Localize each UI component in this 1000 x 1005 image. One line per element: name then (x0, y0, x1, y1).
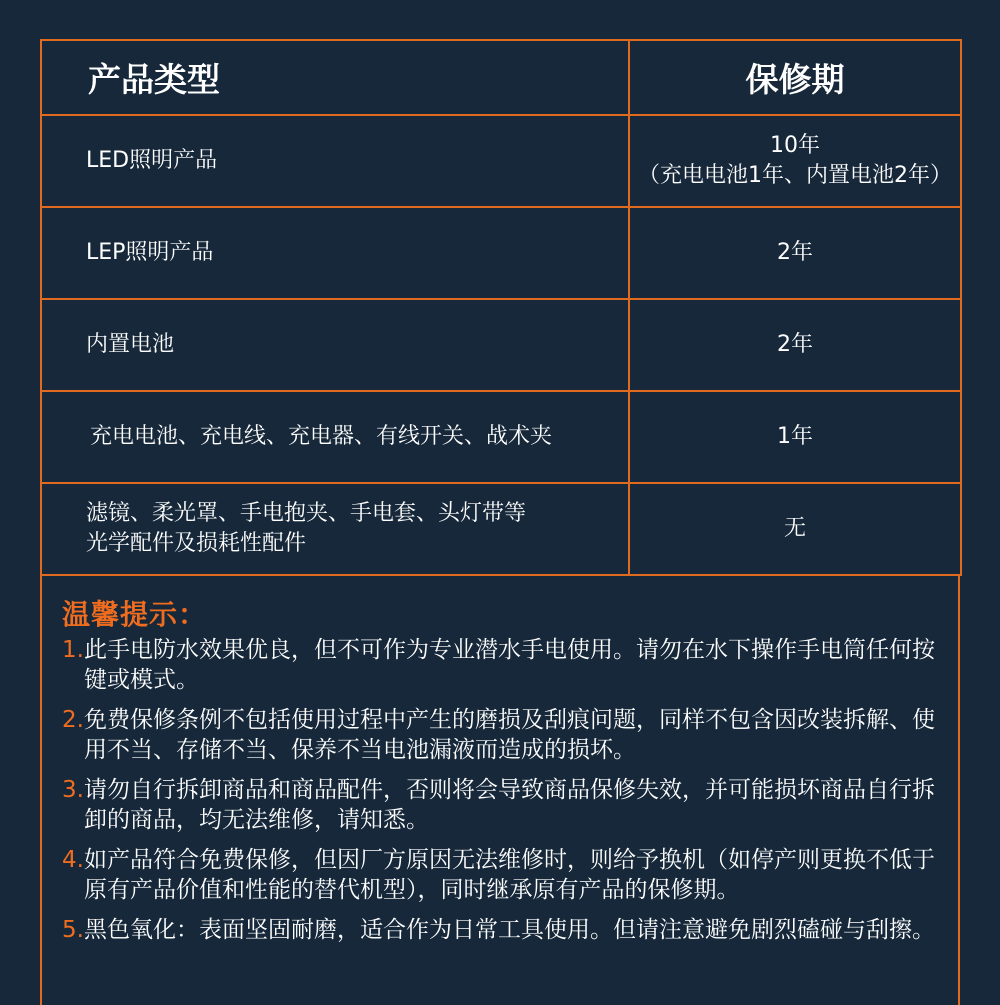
tip-item (62, 775, 942, 835)
product-name: LED照明产品 (41, 115, 629, 207)
table-row (41, 391, 961, 483)
tip-number: 2. (62, 707, 84, 733)
product-name: 内置电池 (41, 299, 629, 391)
tip-text: 黑色氧化：表面坚固耐磨，适合作为日常工具使用。但请注意避免剧烈磕碰与刮擦。 (84, 917, 935, 943)
product-name (41, 483, 629, 575)
tips-section (40, 575, 960, 1005)
tip-item (62, 845, 942, 905)
table-row (41, 207, 961, 299)
warranty-period: 2年 (629, 299, 961, 391)
tip-item (62, 705, 942, 765)
tip-number: 5. (62, 917, 84, 943)
product-name-line1: 滤镜、柔光罩、手电抱夹、手电套、头灯带等 (86, 501, 527, 526)
tip-text: 此手电防水效果优良，但不可作为专业潜水手电使用。请勿在水下操作手电筒任何按键或模式。 (84, 637, 935, 693)
table-header-row (41, 40, 961, 115)
table-row (41, 115, 961, 207)
header-product-type: 产品类型 (41, 40, 629, 115)
tips-title: 温馨提示： (62, 598, 208, 631)
warranty-period: 2年 (629, 207, 961, 299)
period-main: 10年 (770, 133, 820, 158)
tip-text: 请勿自行拆卸商品和商品配件，否则将会导致商品保修失效，并可能损坏商品自行拆卸的商品，均无法维修，请知悉。 (84, 777, 935, 833)
tip-item (62, 635, 942, 695)
warranty-period (629, 115, 961, 207)
header-warranty-period: 保修期 (629, 40, 961, 115)
tip-number: 4. (62, 847, 84, 873)
tip-item (62, 915, 942, 945)
table-row (41, 299, 961, 391)
tip-number: 1. (62, 637, 84, 663)
period-note: （充电电池1年、内置电池2年） (638, 163, 952, 188)
warranty-period: 无 (629, 483, 961, 575)
tip-number: 3. (62, 777, 84, 803)
product-name: 充电电池、充电线、充电器、有线开关、战术夹 (41, 391, 629, 483)
tip-text: 免费保修条例不包括使用过程中产生的磨损及刮痕问题，同样不包含因改装拆解、使用不当、存储不当、保养不当电池漏液而造成的损坏。 (84, 707, 935, 763)
warranty-period: 1年 (629, 391, 961, 483)
table-row (41, 483, 961, 575)
product-name-line2: 光学配件及损耗性配件 (86, 531, 307, 556)
warranty-table (40, 39, 962, 576)
product-name: LEP照明产品 (41, 207, 629, 299)
tip-text: 如产品符合免费保修，但因厂方原因无法维修时，则给予换机（如停产则更换不低于原有产品价值和性能的替代机型），同时继承原有产品的保修期。 (84, 847, 935, 903)
